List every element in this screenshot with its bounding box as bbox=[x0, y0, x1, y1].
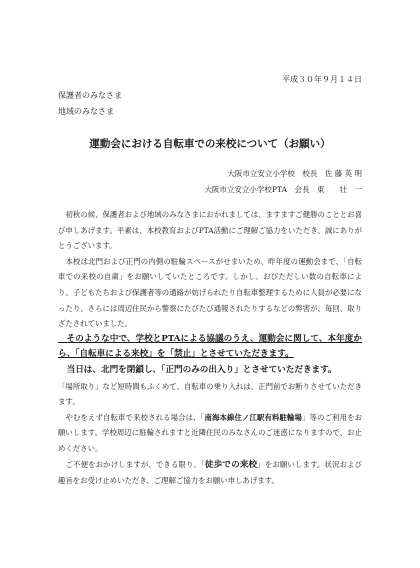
phrase-paid-bicycle-parking: 南海本線住ノ江駅有料駐輪場 bbox=[204, 412, 303, 422]
paragraph-parking-alternative: やむをえず自転車で来校される場合は、「南海本線住ノ江駅有料駐輪場」等のご利用をお願いします。学校周辺に駐輪されますと近隣住民のみなさんのご迷惑になりますので、お止めください。 bbox=[58, 412, 362, 453]
document-title: 運動会における自転車での来校について（お願い） bbox=[89, 138, 331, 150]
phrase-bicycle-arrival: 自転車による来校 bbox=[79, 349, 149, 360]
addressee-parents: 保護者のみなさま bbox=[58, 91, 122, 100]
sender-principal: 大阪市立安立小学校 校長 佐 藤 英 明 bbox=[227, 169, 362, 178]
paragraph-no-entry: 「場所取り」など短時間もふくめて、自転車の乗り入れは、正門前でお断りさせていただきます。 bbox=[58, 381, 362, 407]
sender-pta-chair: 大阪市立安立小学校PTA 会長 東 壮 一 bbox=[204, 185, 362, 194]
paragraph-gate-closure: 当日は、北門を閉鎖し、「正門のみの出入り」とさせていただきます。 bbox=[58, 364, 337, 375]
paragraph-walking-request: ご不便をおかけしますが、できる限り、「徒歩での来校」をお願いします。状況および趣旨をお受け止めいただき、ご理解ご協力をお願い申しあげます。 bbox=[58, 459, 362, 486]
phrase-prohibited: 禁止 bbox=[174, 349, 192, 360]
issue-date: 平成３０年９月１４日 bbox=[282, 75, 362, 84]
letter-body bbox=[58, 207, 362, 489]
phrase-main-gate-only: 正門のみの出入り bbox=[165, 364, 235, 375]
phrase-walk-to-school: 徒歩での来校 bbox=[204, 459, 258, 470]
paragraph-background: 本校は北門および正門の内側の駐輪スペースがせまいため、昨年度の運動会まで、「自転車での来校の自粛」をお願いしていたところです。しかし、おびただしい数の自転車により、子どもたちおよび保護者等の通路が妨げられたり自転車整理するために人員が必要になったり、さらには周辺住民から警察にたびたび通報されたりするなどの弊害が、毎回、取りざたされていました。 bbox=[58, 256, 362, 329]
paragraph-greeting: 初秋の候、保護者および地域のみなさまにおかれましては、ますますご健勝のこととお喜び申しあげます。平素は、本校教育およびPTA活動にご理解ご協力をいただき、誠にありがとうございます。 bbox=[58, 210, 362, 251]
addressee-community: 地域のみなさま bbox=[58, 107, 114, 116]
paragraph-bicycle-ban: そのような中で、学校とPTAによる協議のうえ、運動会に関して、本年度から、「自転車による来校」を「禁止」とさせていただきます。 bbox=[58, 333, 362, 360]
phrase-self-restraint: 自転車での来校の自粛 bbox=[58, 256, 362, 282]
